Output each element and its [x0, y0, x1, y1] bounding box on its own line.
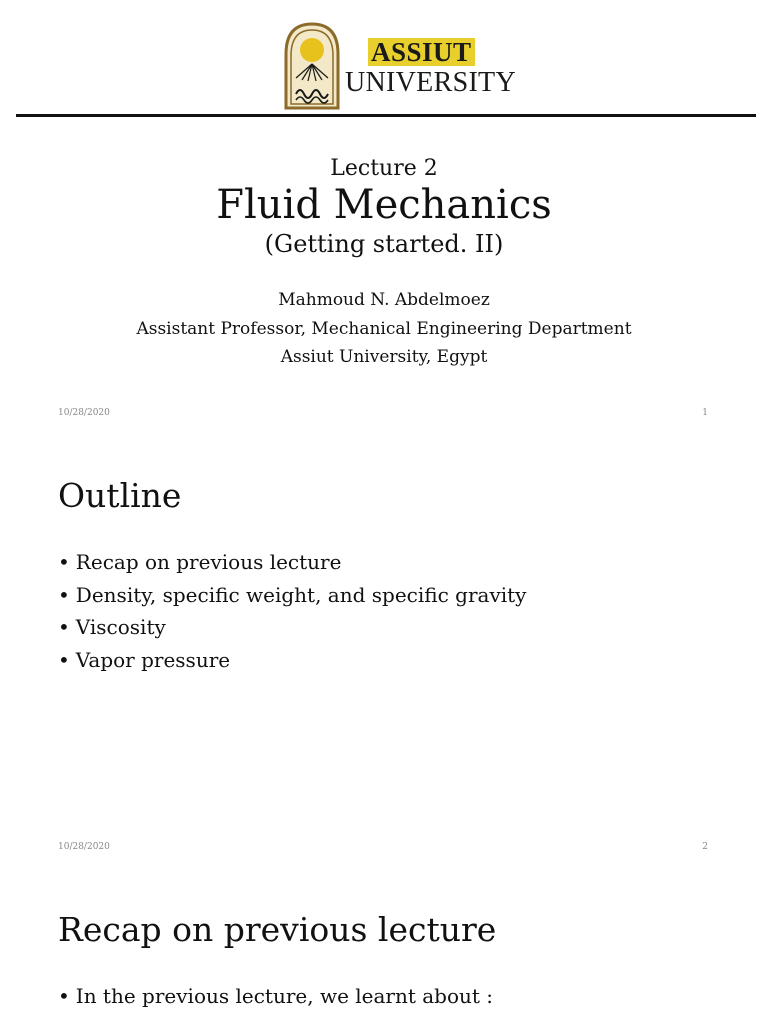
bullet-icon: • [58, 550, 70, 574]
header-divider [16, 114, 756, 117]
slide-1-title [0, 0, 768, 434]
slide-title: Outline [58, 476, 182, 515]
university-emblem-icon [282, 20, 342, 110]
bullet-icon: • [58, 615, 70, 639]
assiut-university-logo [282, 18, 516, 110]
list-item [58, 581, 526, 614]
bullet-icon: • [58, 582, 70, 607]
presentation-subtitle: (Getting started. II) [264, 230, 504, 258]
bullet-icon: • [58, 647, 70, 672]
bullet-icon: • [58, 984, 70, 1008]
slide-2-outline [0, 434, 768, 868]
recap-list [58, 982, 493, 1015]
presentation-title: Fluid Mechanics [216, 182, 552, 228]
author-affiliation: Assiut University, Egypt [280, 347, 488, 367]
list-item-text: Density, specific weight, and specific gravity [75, 582, 527, 607]
outline-list [58, 548, 526, 678]
slide-3-recap [0, 868, 768, 1024]
slide-page-number: 2 [702, 842, 708, 852]
list-item [58, 982, 493, 1015]
author-position: Assistant Professor, Mechanical Engineering Department [136, 319, 632, 339]
logo-word-assiut: ASSIUT [368, 38, 475, 66]
list-item-text: Recap on previous lecture [75, 550, 342, 574]
lecture-number: Lecture 2 [330, 156, 438, 181]
slide-title: Recap on previous lecture [58, 910, 497, 949]
slide-date: 10/28/2020 [58, 842, 110, 852]
list-item [58, 613, 526, 646]
list-item [58, 548, 526, 581]
list-item-text: Viscosity [75, 615, 166, 639]
list-item-text: Vapor pressure [75, 647, 231, 672]
logo-word-university: UNIVERSITY [345, 67, 516, 98]
list-item-text: In the previous lecture, we learnt about : [75, 984, 494, 1008]
slide-date: 10/28/2020 [58, 408, 110, 418]
list-item [58, 646, 526, 679]
slide-page-number: 1 [702, 408, 708, 418]
author-name: Mahmoud N. Abdelmoez [278, 290, 490, 310]
